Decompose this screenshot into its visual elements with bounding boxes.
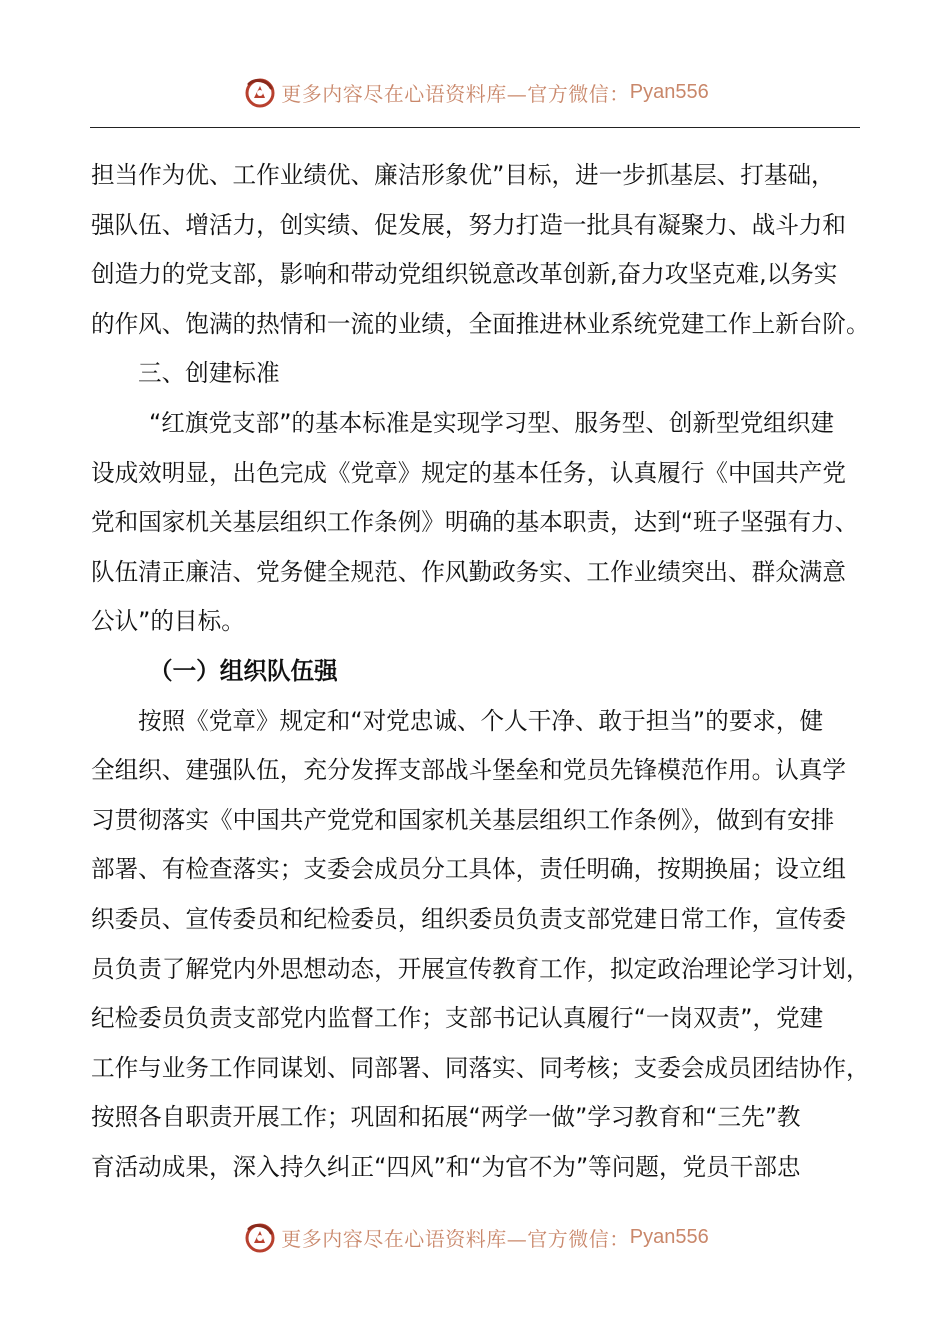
header-watermark-text: 更多内容尽在心语资料库—官方微信： xyxy=(281,81,630,106)
body-line: 党和国家机关基层组织工作条例》明确的基本职责，达到“班子坚强有力、 xyxy=(91,508,859,537)
body-line: 公认”的目标。 xyxy=(91,607,245,636)
footer-watermark-text: 更多内容尽在心语资料库—官方微信： xyxy=(281,1226,630,1251)
body-line: 纪检委员负责支部党内监督工作；支部书记认真履行“一岗双责”，党建 xyxy=(91,1004,824,1033)
footer-watermark xyxy=(0,1215,950,1259)
body-line: 的作风、饱满的热情和一流的业绩，全面推进林业系统党建工作上新台阶。 xyxy=(91,309,870,338)
header-watermark xyxy=(0,70,950,114)
header-rule xyxy=(90,127,860,128)
section-heading: 三、创建标准 xyxy=(138,359,280,388)
body-line: 队伍清正廉洁、党务健全规范、作风勤政务实、工作业绩突出、群众满意 xyxy=(91,557,846,586)
body-line: 创造力的党支部，影响和带动党组织锐意改革创新,奋力攻坚克难,以务实 xyxy=(91,260,838,289)
body-line: 员负责了解党内外思想动态，开展宣传教育工作，拟定政治理论学习计划， xyxy=(91,954,870,983)
body-line: 全组织、建强队伍，充分发挥支部战斗堡垒和党员先锋模范作用。认真学 xyxy=(91,756,846,785)
logo-icon xyxy=(241,74,277,110)
logo-icon xyxy=(241,1219,277,1255)
subsection-heading: （一）组织队伍强 xyxy=(149,656,338,685)
footer-watermark-id: Pyan556 xyxy=(629,1225,709,1248)
body-line: 育活动成果，深入持久纠正“四风”和“为官不为”等问题，党员干部忠 xyxy=(91,1152,801,1181)
body-line: 习贯彻落实《中国共产党党和国家机关基层组织工作条例》，做到有安排 xyxy=(91,805,835,834)
body-line: 织委员、宣传委员和纪检委员，组织委员负责支部党建日常工作，宣传委 xyxy=(91,904,846,933)
body-line: 按照《党章》规定和“对党忠诚、个人干净、敢于担当”的要求，健 xyxy=(138,706,824,735)
body-line: 工作与业务工作同谋划、同部署、同落实、同考核；支委会成员团结协作， xyxy=(91,1053,870,1082)
body-line: 按照各自职责开展工作；巩固和拓展“两学一做”学习教育和“三先”教 xyxy=(91,1103,801,1132)
body-line: 担当作为优、工作业绩优、廉洁形象优”目标，进一步抓基层、打基础， xyxy=(91,161,835,189)
body-line: “红旗党支部”的基本标准是实现学习型、服务型、创新型党组织建 xyxy=(149,408,835,437)
body-line: 设成效明显，出色完成《党章》规定的基本任务，认真履行《中国共产党 xyxy=(91,458,846,487)
body-line: 部署、有检查落实；支委会成员分工具体，责任明确，按期换届；设立组 xyxy=(91,855,846,884)
body-line: 强队伍、增活力，创实绩、促发展，努力打造一批具有凝聚力、战斗力和 xyxy=(91,210,846,239)
header-watermark-id: Pyan556 xyxy=(629,80,709,103)
document-body xyxy=(91,151,871,1192)
